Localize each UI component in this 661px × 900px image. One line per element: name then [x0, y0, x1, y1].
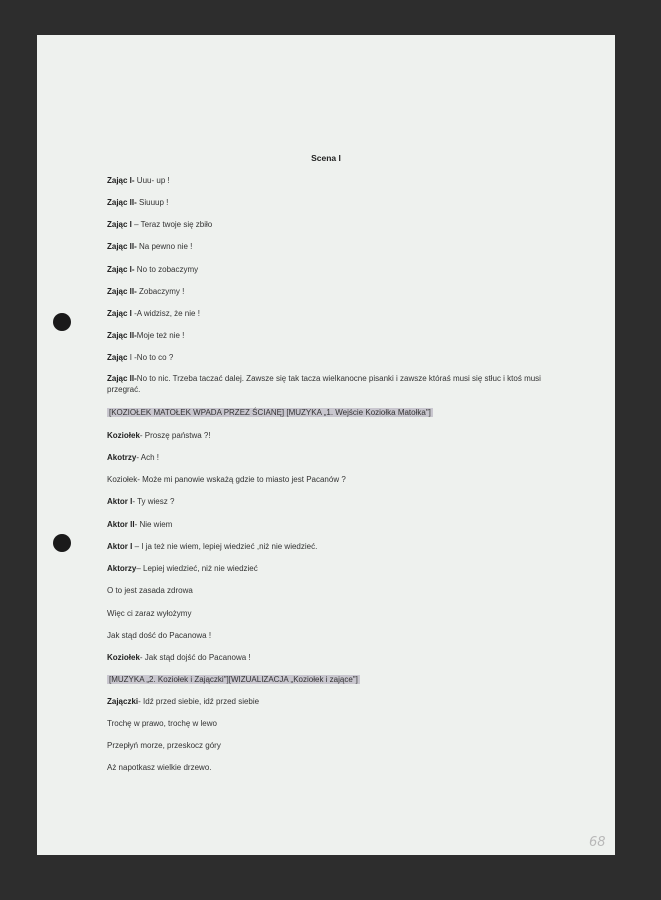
dialogue-line [107, 762, 212, 773]
speaker-name: Zajączki [107, 697, 139, 706]
dialogue-text: Przepłyń morze, przeskocz góry [107, 741, 221, 750]
dialogue-line [107, 352, 173, 363]
dialogue-text: Zobaczymy ! [136, 287, 185, 296]
dialogue-text: - Nie wiem [134, 520, 173, 529]
dialogue-text: - Ach ! [136, 453, 160, 462]
dialogue-line [107, 496, 174, 507]
dialogue-text: - Ty wiesz ? [132, 497, 175, 506]
punch-hole [53, 534, 71, 552]
dialogue-line [107, 286, 184, 297]
dialogue-text: - Proszę państwa ?! [139, 431, 211, 440]
dialogue-line [107, 219, 212, 230]
dialogue-line [107, 330, 184, 341]
speaker-name: Zając I [107, 309, 132, 318]
dialogue-line [107, 175, 170, 186]
speaker-name: Koziołek [107, 431, 140, 440]
speaker-name: Zając II- [107, 374, 137, 383]
dialogue-text: Trochę w prawo, trochę w lewo [107, 719, 217, 728]
dialogue-text: Uuu- up ! [134, 176, 170, 185]
dialogue-text: - Idź przed siebie, idź przed siebie [138, 697, 260, 706]
dialogue-text: Siuuup ! [136, 198, 169, 207]
dialogue-text: – I ja też nie wiem, lepiej wiedzieć ,niż nie wiedzieć. [132, 542, 318, 551]
dialogue-line [107, 430, 211, 441]
dialogue-text: O to jest zasada zdrowa [107, 586, 193, 595]
dialogue-text: – Lepiej wiedzieć, niż nie wiedzieć [136, 564, 258, 573]
speaker-name: Aktor I [107, 497, 133, 506]
document-page [37, 35, 615, 855]
speaker-name: Koziołek [107, 653, 140, 662]
dialogue-text: Koziołek- Może mi panowie wskażą gdzie to miasto jest Pacanów ? [107, 475, 346, 484]
dialogue-line [107, 452, 159, 463]
stage-direction [107, 674, 360, 685]
dialogue-line [107, 241, 192, 252]
speaker-name: Zając I [107, 220, 132, 229]
stage-direction [107, 407, 433, 418]
dialogue-line [107, 563, 258, 574]
speaker-name: Zając II- [107, 331, 137, 340]
speaker-name: Akotrzy [107, 453, 137, 462]
dialogue-line [107, 652, 251, 663]
dialogue-line [107, 519, 172, 530]
dialogue-text: No to zobaczymy [134, 265, 199, 274]
punch-hole [53, 313, 71, 331]
dialogue-text: Więc ci zaraz wyłożymy [107, 609, 192, 618]
speaker-name: Zając II- [107, 287, 137, 296]
dialogue-line [107, 630, 211, 641]
dialogue-text: Jak stąd dość do Pacanowa ! [107, 631, 212, 640]
dialogue-text: I -No to co ? [127, 353, 174, 362]
dialogue-text: Na pewno nie ! [136, 242, 193, 251]
dialogue-line [107, 373, 547, 395]
dialogue-line [107, 740, 221, 751]
stage-direction-text: [KOZIOŁEK MATOŁEK WPADA PRZEZ ŚCIANĘ] [MUZYKA „1. Wejście Koziołka Matołka"] [109, 408, 431, 417]
stage-direction-text: [MUZYKA „2. Koziołek i Zajączki"][WIZUALIZACJA „Koziołek i zające"] [109, 675, 358, 684]
speaker-name: Zając I- [107, 176, 135, 185]
dialogue-text: - Jak stąd dojść do Pacanowa ! [139, 653, 251, 662]
speaker-name: Aktor I [107, 542, 133, 551]
dialogue-line [107, 308, 200, 319]
dialogue-text: No to nic. Trzeba taczać dalej. Zawsze się tak tacza wielkanocne pisanki i zawsze któraś musi się stłuc i ktoś musi przegrać. [107, 374, 541, 394]
scene-title: Scena I [311, 153, 341, 163]
speaker-name: Zając II- [107, 198, 137, 207]
speaker-name: Zając [107, 353, 128, 362]
dialogue-text: Aż napotkasz wielkie drzewo. [107, 763, 212, 772]
speaker-name: Aktor II [107, 520, 135, 529]
dialogue-line [107, 474, 346, 485]
dialogue-text: – Teraz twoje się zbiło [131, 220, 213, 229]
speaker-name: Zając I- [107, 265, 135, 274]
dialogue-text: -A widzisz, że nie ! [131, 309, 200, 318]
dialogue-line [107, 608, 191, 619]
speaker-name: Aktorzy [107, 564, 137, 573]
dialogue-line [107, 696, 259, 707]
dialogue-line [107, 264, 198, 275]
dialogue-text: Moje też nie ! [136, 331, 185, 340]
dialogue-line [107, 585, 193, 596]
dialogue-line [107, 541, 317, 552]
dialogue-line [107, 718, 217, 729]
speaker-name: Zając II- [107, 242, 137, 251]
page-number: 68 [589, 835, 606, 850]
dialogue-line [107, 197, 168, 208]
